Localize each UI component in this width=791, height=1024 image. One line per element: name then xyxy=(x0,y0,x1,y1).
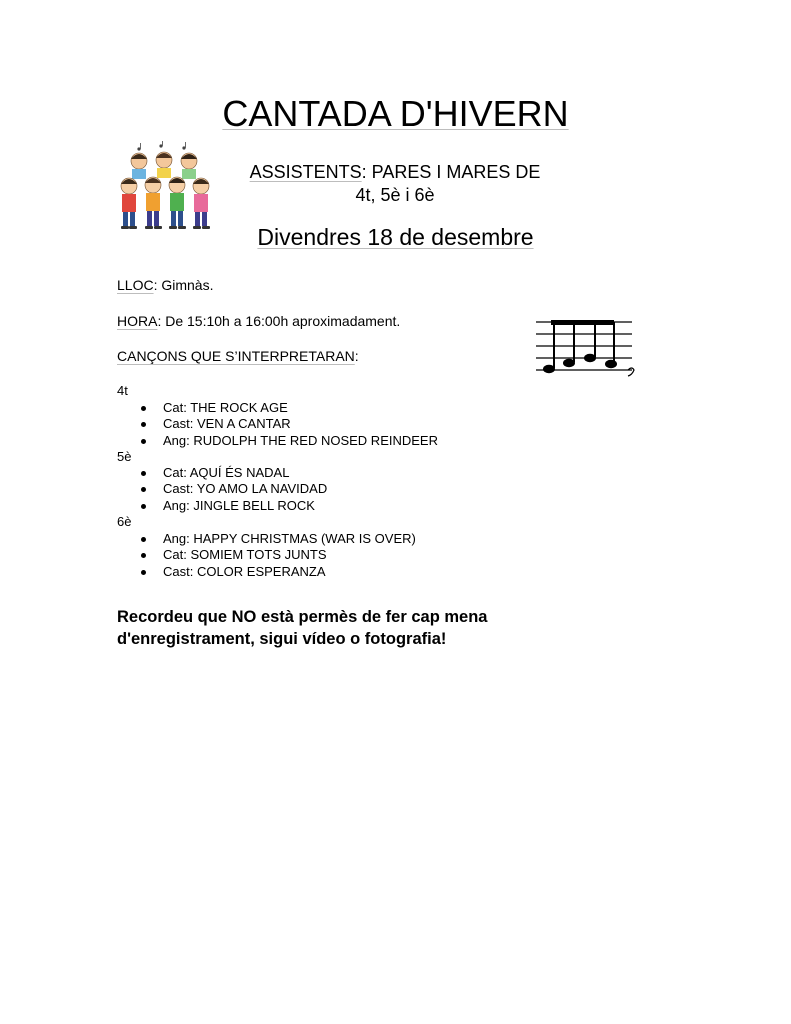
location-value: : Gimnàs. xyxy=(153,277,214,293)
list-item: Cast: VEN A CANTAR xyxy=(117,416,438,432)
time-label: HORA xyxy=(117,313,158,329)
list-item: Ang: HAPPY CHRISTMAS (WAR IS OVER) xyxy=(117,531,416,547)
grade-label-6e: 6è xyxy=(117,514,132,529)
song-list-6e xyxy=(117,531,416,580)
songs-heading-label: CANÇONS QUE S’INTERPRETARAN xyxy=(117,348,355,364)
list-item: Cat: THE ROCK AGE xyxy=(117,400,438,416)
page-title: CANTADA D'HIVERN xyxy=(222,93,569,134)
time-value: : De 15:10h a 16:00h aproximadament. xyxy=(157,313,401,329)
location-label: LLOC xyxy=(117,277,154,293)
attendees xyxy=(228,161,562,207)
attendees-label: ASSISTENTS xyxy=(249,162,362,182)
reminder-note: Recordeu que NO està permès de fer cap mena d'enregistrament, sigui vídeo o fotografia! xyxy=(117,608,488,648)
grade-label-4t: 4t xyxy=(117,383,128,398)
attendees-grades: 4t, 5è i 6è xyxy=(355,185,435,205)
music-notes-staff-icon xyxy=(532,314,636,378)
songs-heading: CANÇONS QUE S’INTERPRETARAN: xyxy=(117,348,359,364)
list-item: Ang: JINGLE BELL ROCK xyxy=(117,498,327,514)
list-item: Cat: AQUÍ ÉS NADAL xyxy=(117,465,327,481)
attendees-text: : PARES I MARES DE xyxy=(361,162,541,182)
list-item: Cast: YO AMO LA NAVIDAD xyxy=(117,481,327,497)
event-date: Divendres 18 de desembre xyxy=(257,224,534,250)
song-list-4t xyxy=(117,400,438,449)
location-line xyxy=(117,276,213,294)
list-item: Cast: COLOR ESPERANZA xyxy=(117,564,416,580)
song-list-5e xyxy=(117,465,327,514)
singing-children-clipart xyxy=(117,141,217,233)
list-item: Cat: SOMIEM TOTS JUNTS xyxy=(117,547,416,563)
time-line xyxy=(117,312,400,330)
grade-label-5e: 5è xyxy=(117,449,132,464)
list-item: Ang: RUDOLPH THE RED NOSED REINDEER xyxy=(117,433,438,449)
